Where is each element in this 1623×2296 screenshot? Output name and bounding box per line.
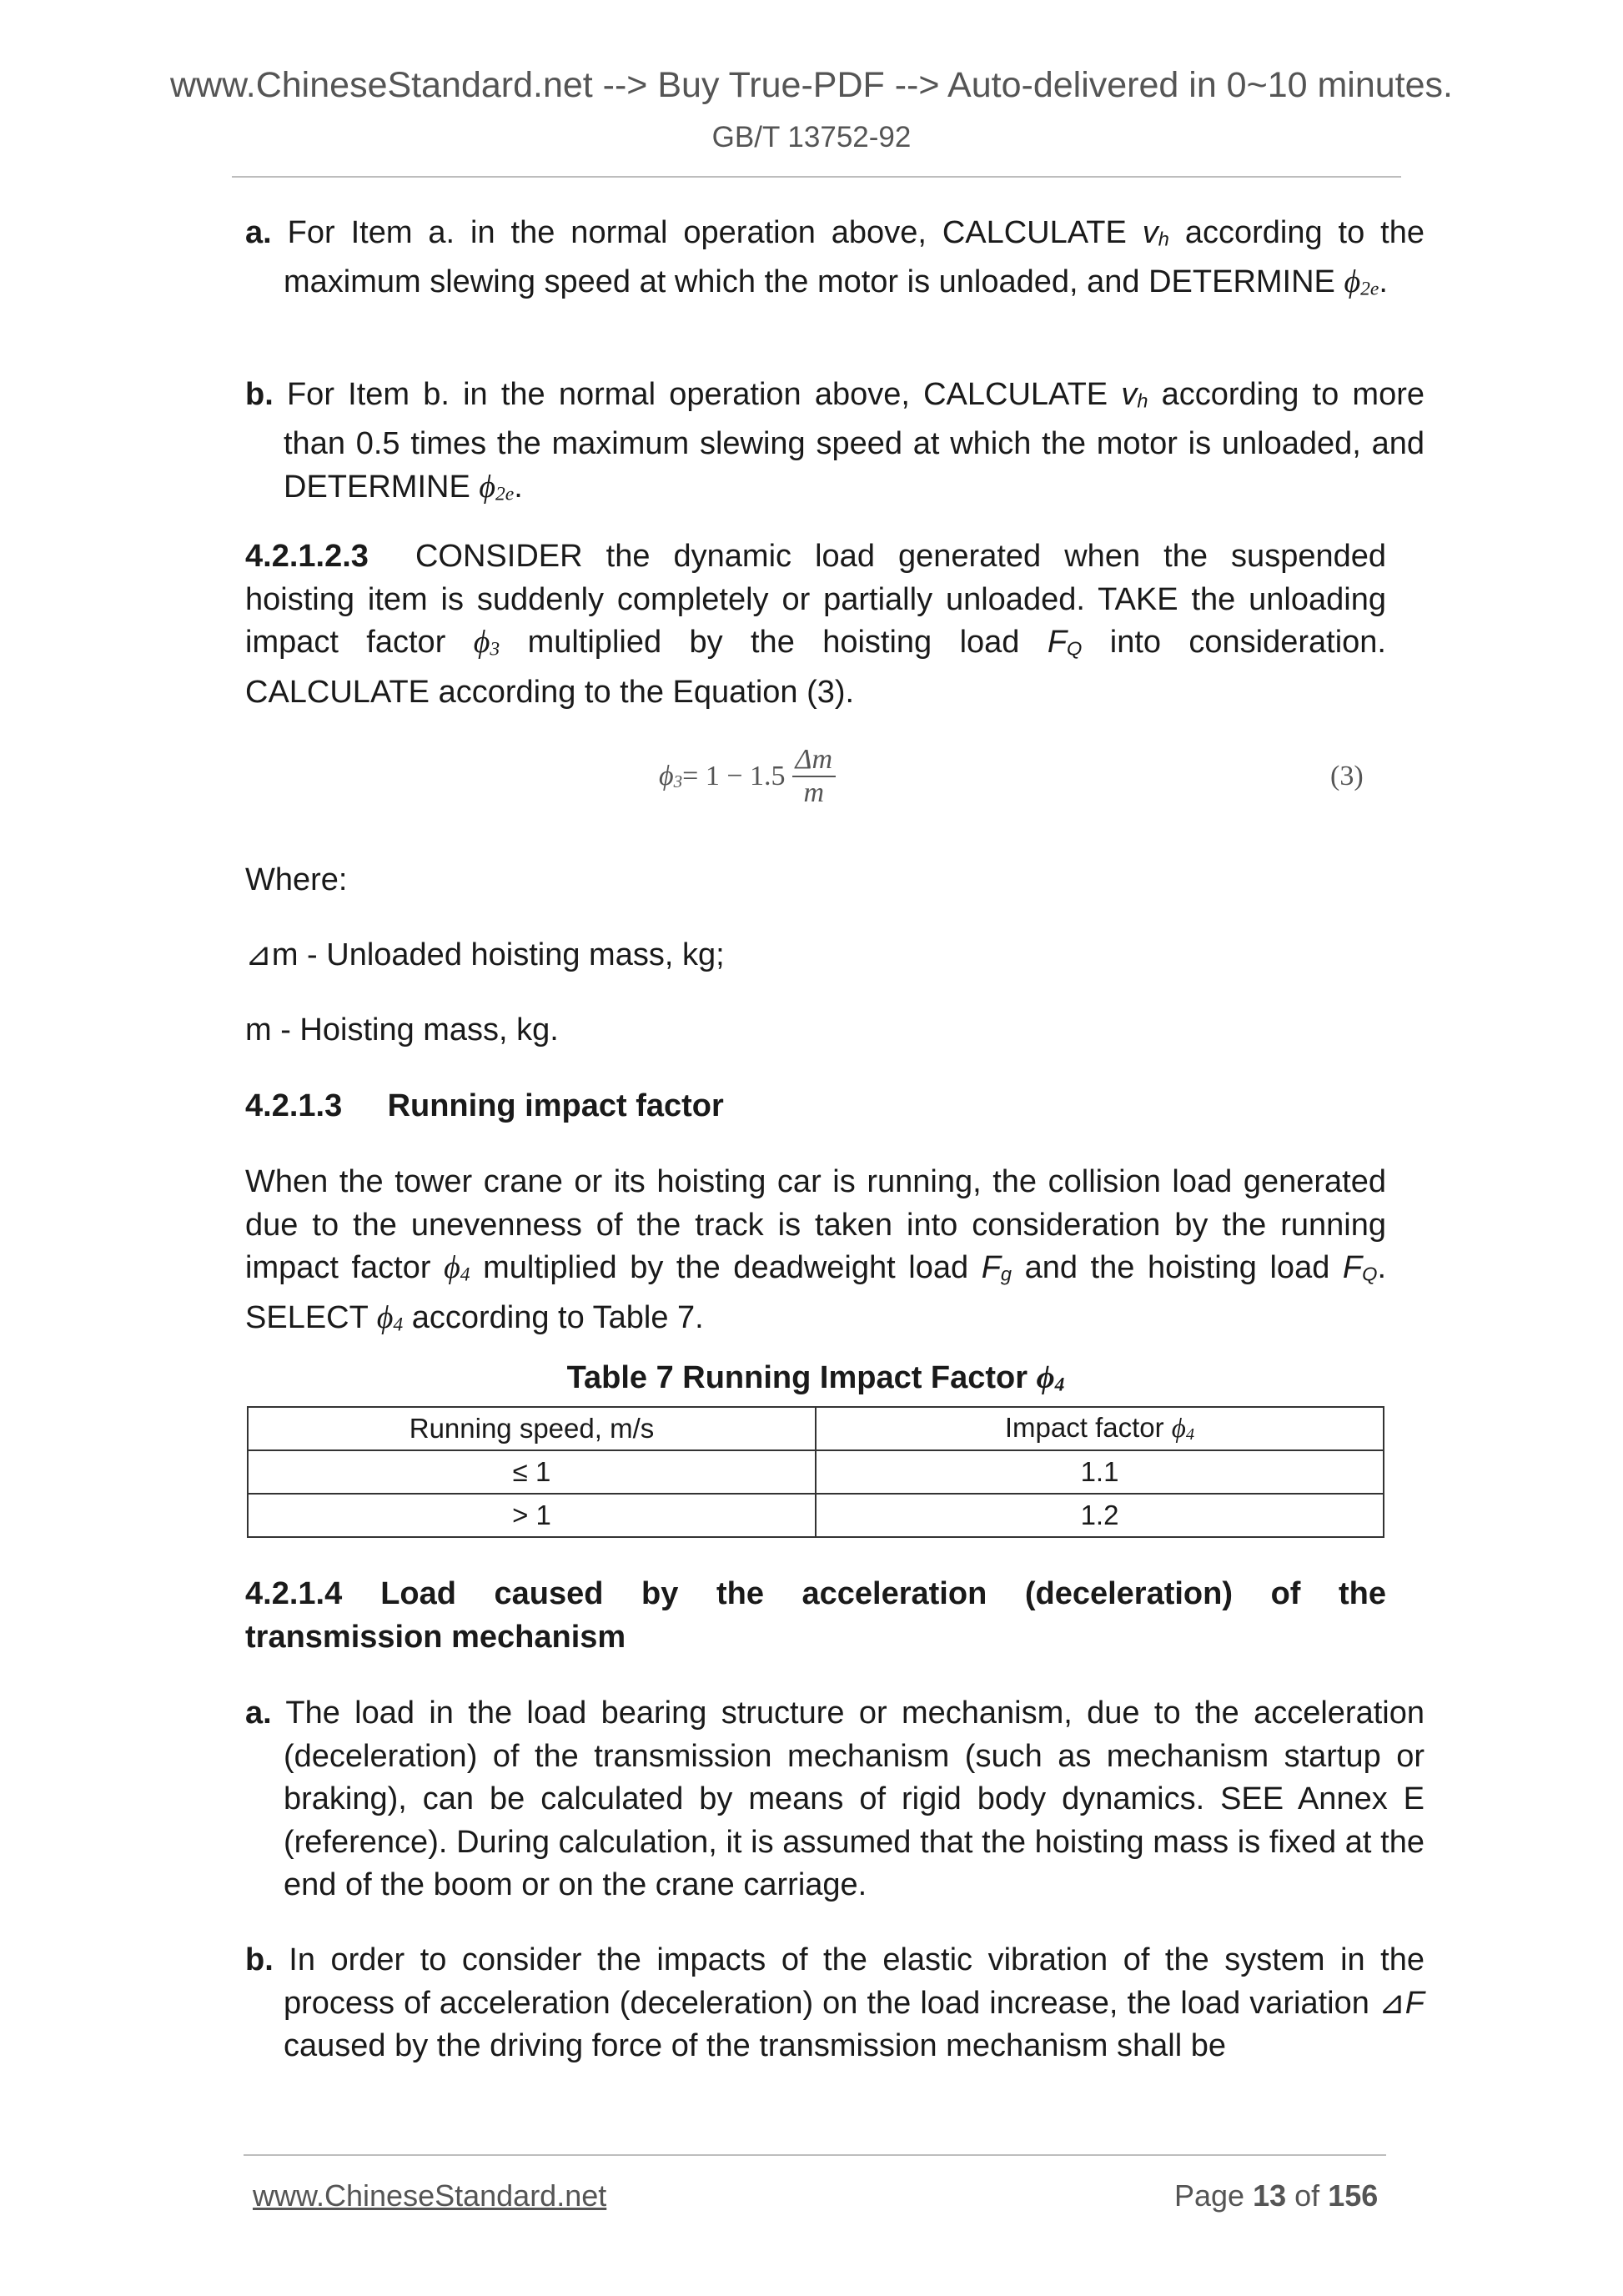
table-cell: > 1 [248, 1494, 816, 1537]
section-number: 4.2.1.4 [245, 1576, 343, 1611]
item-text: For Item a. in the normal operation above, CALCULATE [287, 215, 1127, 250]
section-heading-4-2-1-3 [245, 1085, 1386, 1128]
table-7-title: Table 7 Running Impact Factor ϕ4 [566, 1360, 1065, 1396]
table-cell: 1.2 [816, 1494, 1384, 1537]
table-row [248, 1494, 1384, 1537]
table-7 [247, 1406, 1384, 1538]
table-row [248, 1450, 1384, 1494]
table-cell: ≤ 1 [248, 1450, 816, 1494]
standard-code: GB/T 13752-92 [711, 121, 912, 153]
table-header-cell: Impact factor ϕ4 [816, 1407, 1384, 1450]
table-header-row [248, 1407, 1384, 1450]
footer-divider [244, 2154, 1386, 2156]
equation-middle: = 1 − 1.5 [682, 761, 786, 791]
list-item-a-acceleration [245, 1692, 1425, 1907]
section-title: Running impact factor [387, 1088, 724, 1123]
phi-4-symbol: ϕ4 [1171, 1414, 1195, 1444]
phi-4-symbol: ϕ4 [444, 1250, 470, 1286]
current-page: 13 [1253, 2178, 1287, 2213]
list-item-a-slewing: a. For Item a. in the normal operation above, CALCULATE vh according to the maximum slewing speed at which the motor is unloaded, and DETERMINE ϕ2e. [245, 215, 1425, 300]
footer-site-link[interactable]: www.ChineseStandard.net [253, 2178, 607, 2213]
item-label: a. [245, 215, 272, 250]
equation-3 [659, 744, 836, 809]
section-number: 4.2.1.3 [245, 1088, 343, 1123]
item-text: according to the maximum slewing speed at which the motor is unloaded, and DETERMINE [284, 215, 1425, 300]
list-item-b-vibration [245, 1939, 1425, 2068]
definition-delta-m: ⊿m - Unloaded hoisting mass, kg; [245, 937, 725, 972]
section-4-2-1-2-3: 4.2.1.2.3 CONSIDER the dynamic load generated when the suspended hoisting item is suddenly completely or partially unloaded. TAKE the unloading impact factor ϕ3 multiplied by the hoisting load FQ into consideration. CALCULATE according to the Equation (3). [245, 535, 1386, 715]
item-text: For Item b. in the normal operation above, CALCULATE [286, 377, 1108, 412]
page-indicator: Page 13 of 156 [1174, 2178, 1379, 2213]
item-label: a. [245, 1696, 272, 1731]
phi-2e-symbol: ϕ2e [1344, 264, 1379, 300]
section-number: 4.2.1.2.3 [245, 539, 369, 574]
definition-m: m - Hoisting mass, kg. [245, 1012, 559, 1048]
item-text: caused by the driving force of the transmission mechanism shall be [284, 2028, 1226, 2063]
variable-vh: vh [1142, 215, 1169, 250]
phi-3-symbol: ϕ3 [659, 760, 683, 792]
total-pages: 156 [1328, 2178, 1379, 2213]
section-title: Load caused by the acceleration (deceleration) of the transmission mechanism [245, 1576, 1386, 1655]
header-banner: www.ChineseStandard.net --> Buy True-PDF --> Auto-delivered in 0~10 minutes. [169, 65, 1453, 105]
equation-number: (3) [1330, 761, 1364, 791]
variable-fq: FQ [1342, 1250, 1378, 1285]
item-text: The load in the load bearing structure or mechanism, due to the acceleration (deceleration) of the transmission mechanism (such as mechanism startup or braking), can be calculated by means of rigid body dynamics. SEE Annex E (reference). During calculation, it is assumed that the hoisting mass is fixed at the end of the boom or on the crane carriage. [284, 1696, 1425, 1902]
phi-4-symbol: ϕ4 [1036, 1360, 1065, 1396]
item-label: b. [245, 1942, 274, 1977]
table-header-cell: Running speed, m/s [248, 1407, 816, 1450]
phi-4-symbol: ϕ4 [376, 1300, 404, 1336]
variable-vh: vh [1121, 377, 1148, 412]
item-text: according to more than 0.5 times the maximum slewing speed at which the motor is unloaded, and DETERMINE [284, 377, 1425, 505]
header-divider [232, 176, 1401, 178]
equation-fraction: $\frac{\Delta m}{m}$ [792, 744, 837, 809]
phi-2e-symbol: ϕ2e [479, 469, 515, 505]
phi-3-symbol: ϕ3 [473, 625, 500, 661]
variable-fq: FQ [1047, 625, 1083, 660]
section-4-2-1-3-body: When the tower crane or its hoisting car is running, the collision load generated due to the unevenness of the track is taken into consideration by the running impact factor ϕ4 multiplied by the deadweight load Fg and the hoisting load FQ. SELECT ϕ4 according to Table 7. [245, 1164, 1387, 1336]
section-heading-4-2-1-4 [245, 1573, 1386, 1659]
item-text: In order to consider the impacts of the elastic vibration of the system in the process of acceleration (deceleration) on the load increase, the load variation [284, 1942, 1425, 2021]
variable-delta-f: ⊿F [1378, 1985, 1425, 2021]
table-cell: 1.1 [816, 1450, 1384, 1494]
item-label: b. [245, 377, 274, 412]
where-label: Where: [245, 862, 348, 897]
list-item-b-slewing: b. For Item b. in the normal operation above, CALCULATE vh according to more than 0.5 times the maximum slewing speed at which the motor is unloaded, and DETERMINE ϕ2e. [245, 377, 1425, 505]
variable-fg: Fg [981, 1250, 1012, 1285]
